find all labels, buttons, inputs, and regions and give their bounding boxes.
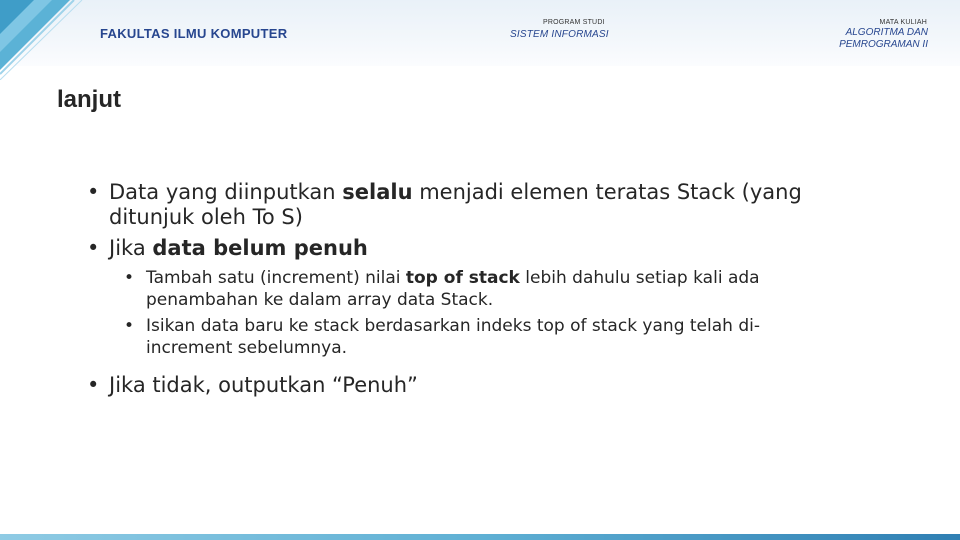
- course-name: [788, 27, 928, 51]
- slide-content: [87, 180, 867, 404]
- bullet-text: Data yang diinputkan: [109, 180, 343, 204]
- bullet-dot-icon: •: [124, 268, 135, 288]
- course-name-line2: PEMROGRAMAN II: [839, 39, 928, 50]
- sub-bullet-item: [124, 267, 844, 311]
- faculty-name: FAKULTAS ILMU KOMPUTER: [100, 26, 288, 41]
- bullet-dot-icon: •: [124, 316, 135, 336]
- bullet-text: Jika: [109, 236, 153, 260]
- sub-bullet-emphasis: top of stack: [405, 268, 520, 288]
- bullet-emphasis: selalu: [342, 180, 413, 204]
- bullet-emphasis: data belum penuh: [152, 236, 368, 260]
- bullet-text: Jika tidak, outputkan “Penuh”: [109, 373, 418, 397]
- corner-stripes-decoration: [0, 0, 110, 80]
- bullet-dot-icon: •: [87, 373, 100, 397]
- program-name: SISTEM INFORMASI: [510, 29, 609, 40]
- bullet-text: menjadi elemen teratas Stack (yang ditunjuk oleh To S): [109, 180, 802, 229]
- bullet-item: [87, 373, 867, 398]
- bullet-item: [87, 180, 867, 230]
- bullet-dot-icon: •: [87, 180, 100, 204]
- program-caption: PROGRAM STUDI: [543, 19, 605, 26]
- course-name-line1: ALGORITMA DAN: [845, 27, 928, 38]
- slide-title: lanjut: [57, 86, 121, 113]
- sub-bullet-text: lebih dahulu setiap kali ada penambahan ke dalam array data Stack.: [146, 268, 760, 310]
- bullet-dot-icon: •: [87, 236, 100, 260]
- sub-bullet-text: Isikan data baru ke stack berdasarkan indeks top of stack yang telah di-increment sebelumnya.: [146, 316, 760, 358]
- footer-accent-line: [0, 534, 960, 540]
- sub-bullet-item: [124, 315, 844, 359]
- bullet-item: [87, 236, 867, 261]
- sub-bullet-text: Tambah satu (increment) nilai: [146, 268, 406, 288]
- course-caption: MATA KULIAH: [879, 19, 927, 26]
- sub-bullet-list: [124, 267, 844, 359]
